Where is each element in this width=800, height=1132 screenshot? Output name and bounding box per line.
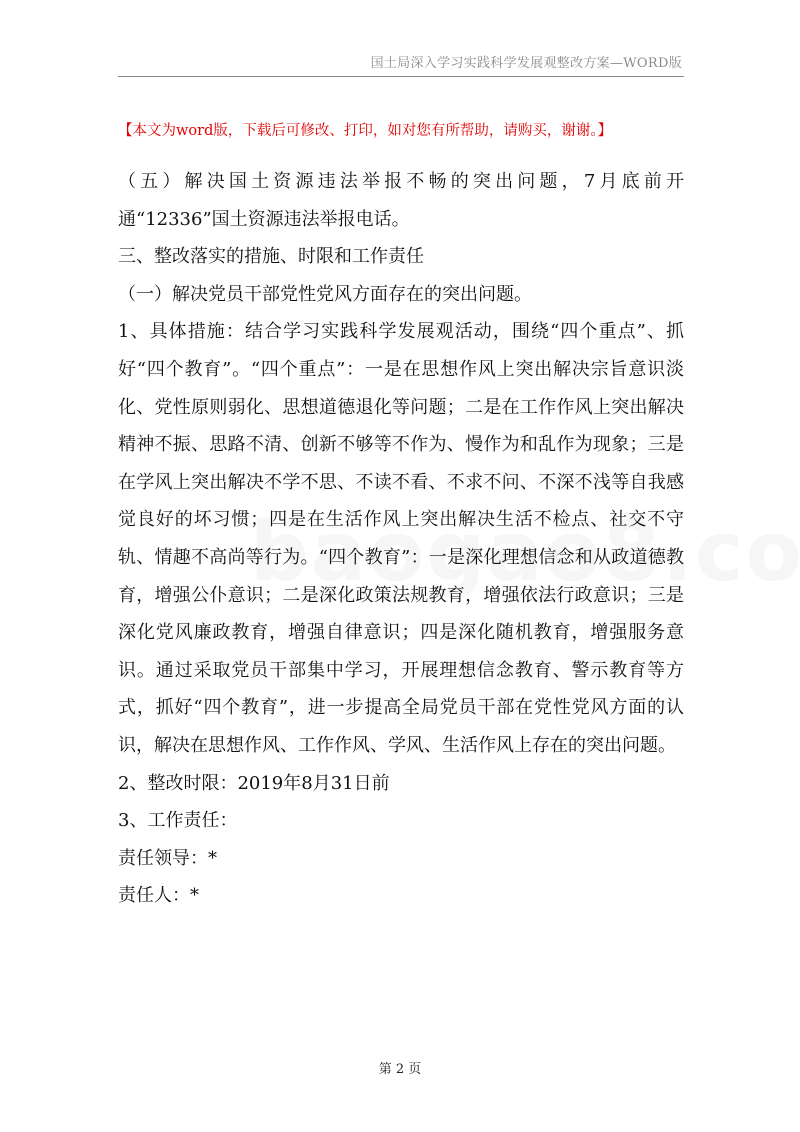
- paragraph-issue-five: （五）解决国土资源违法举报不畅的突出问题，7月底前开通“12336”国土资源违法举报电话。: [118, 171, 684, 230]
- paragraph-measures: 1、具体措施：结合学习实践科学发展观活动，围绕“四个重点”、抓好“四个教育”。“四个重点”：一是在思想作风上突出解决宗旨意识淡化、党性原则弱化、思想道德退化等问题；二是在工作作风上突出解决精神不振、思路不清、创新不够等不作为、慢作为和乱作为现象；三是在学风上突出解决不学不思、不读不看、不求不问、不深不浅等自我感觉良好的坏习惯；四是在生活作风上突出解决生活不检点、社交不守轨、情趣不高尚等行为。“四个教育”：一是深化理想信念和从政道德教育，增强公仆意识；二是深化政策法规教育，增强依法行政意识；三是深化党风廉政教育，增强自律意识；四是深化随机教育，增强服务意识。通过采取党员干部集中学习，开展理想信念教育、警示教育等方式，抓好“四个教育”，进一步提高全局党员干部在党性党风方面的认识，解决在思想作风、工作作风、学风、生活作风上存在的突出问题。: [118, 321, 684, 756]
- section-heading-three: 三、整改落实的措施、时限和工作责任: [118, 246, 424, 268]
- purchase-notice: 【本文为word版，下载后可修改、打印，如对您有所帮助，请购买，谢谢。】: [118, 123, 613, 139]
- paragraph-responsible-leader: 责任领导：*: [118, 847, 217, 869]
- paragraph-responsibility: 3、工作责任：: [118, 810, 238, 832]
- paragraph-deadline: 2、整改时限：2019年8月31日前: [118, 772, 390, 794]
- running-header: 国土局深入学习实践科学发展观整改方案—WORD版: [370, 56, 682, 71]
- paragraph-responsible-person: 责任人：*: [118, 885, 199, 907]
- document-body: [118, 163, 684, 915]
- subsection-heading-one: （一）解决党员干部党性党风方面存在的突出问题。: [118, 283, 532, 305]
- header-rule: [118, 76, 684, 77]
- page-number: 第 2 页: [378, 1062, 422, 1077]
